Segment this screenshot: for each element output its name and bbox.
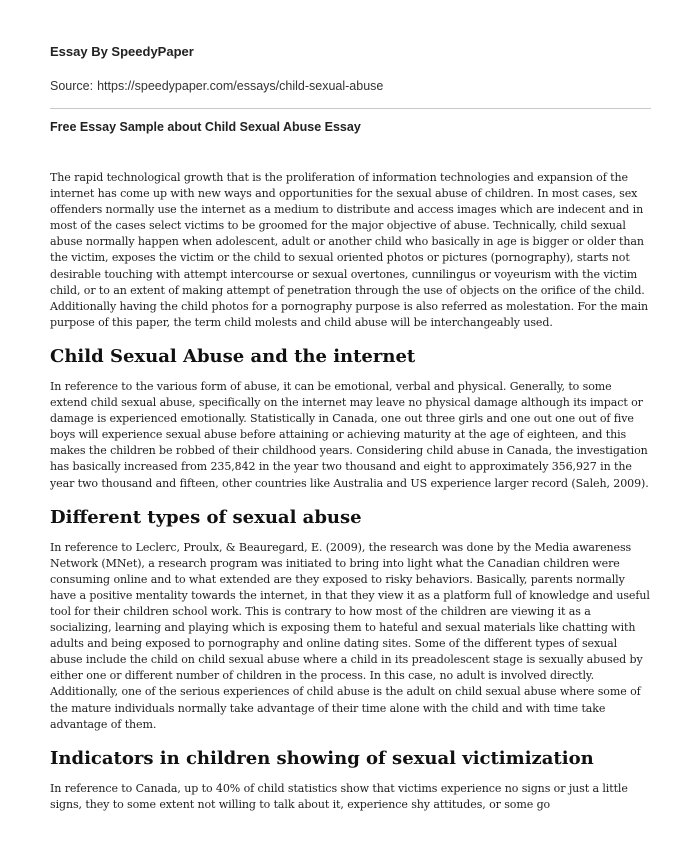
source-line xyxy=(50,79,383,93)
section-paragraph: In reference to Canada, up to 40% of child statistics show that victims experience no signs or just a little signs, they to some extent not willing to talk about it, experience shy attitudes, or some go xyxy=(50,781,628,811)
intro-paragraph: The rapid technological growth that is the proliferation of information technologies and expansion of the internet has come up with new ways and opportunities for the sexual abuse of children. In most cases, sex offenders normally use the internet as a medium to distribute and access images which are indecent and in most of the cases select victims to be groomed for the major objective of abuse. Technically, child sexual abuse normally happen when adolescent, adult or another child who basically in age is bigger or older than the victim, exposes the victim or the child to sexual oriented photos or pictures (pornography), starts not desirable touching with attempt intercourse or sexual overtones, cunnilingus or voyeurism with the victim child, or to an extent of making attempt of penetration through the use of objects on the orifice of the child. Additionally having the child photos for a pornography purpose is also referred as molestation. For the main purpose of this paper, the term child molests and child abuse will be interchangeably used. xyxy=(50,171,649,329)
section-paragraph: In reference to the various form of abuse, it can be emotional, verbal and physical. Generally, to some extend child sexual abuse, specifically on the internet may leave no physical damage although its impact or damage is experienced emotionally. Statistically in Canada, one out three girls and one out one out of five boys will experience sexual abuse before attaining or achieving maturity at the age of eighteen, and this makes the children be robbed of their childhood years. Considering child abuse in Canada, the investigation has basically increased from 235,842 in the year two thousand and eight to approximately 356,927 in the year two thousand and fifteen, other countries like Australia and US experience larger record (Saleh, 2009). xyxy=(50,379,649,490)
document-title: Free Essay Sample about Child Sexual Abuse Essay xyxy=(50,120,361,134)
section-heading: Indicators in children showing of sexual victimization xyxy=(50,747,594,769)
essay-body xyxy=(50,170,650,813)
section-heading: Child Sexual Abuse and the internet xyxy=(50,345,416,367)
section-paragraph: In reference to Leclerc, Proulx, & Beauregard, E. (2009), the research was done by the Media awareness Network (MNet), a research program was initiated to bring into light what the Canadian children were consuming online and to what extended are they exposed to risky behaviors. Basically, parents normally have a positive mentality towards the internet, in that they view it as a platform full of knowledge and useful tool for their children school work. This is contrary to how most of the children are viewing it as a socializing, learning and playing which is exposing them to hateful and sexual materials like chatting with adults and being exposed to pornography and online dating sites. Some of the different types of sexual abuse include the child on child sexual abuse where a child in its preadolescent stage is sexually abused by either one or different number of children in the process. In this case, no adult is involved directly. Additionally, one of the serious experiences of child abuse is the adult on child sexual abuse where some of the mature individuals normally take advantage of their time alone with the child and with time take advantage of them. xyxy=(50,540,650,731)
brand-title: Essay By SpeedyPaper xyxy=(50,44,194,59)
section-heading: Different types of sexual abuse xyxy=(50,506,362,528)
header-divider xyxy=(50,108,651,109)
source-label: Source: xyxy=(50,79,94,93)
source-url: https://speedypaper.com/essays/child-sexual-abuse xyxy=(97,79,384,93)
